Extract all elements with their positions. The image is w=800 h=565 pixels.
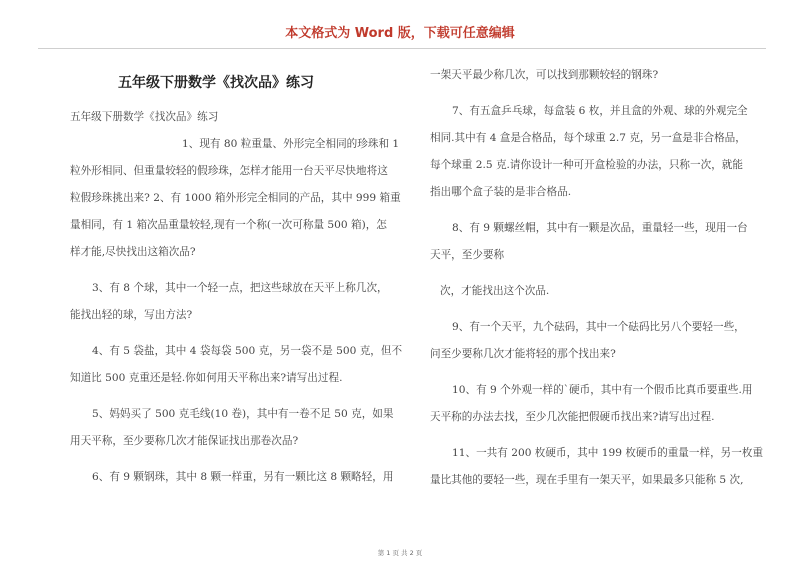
text-line: 指出哪个盒子装的是非合格品.	[430, 186, 572, 198]
text-line: 11、一共有 200 枚硬币，其中 199 枚硬币的重量一样，另一枚重	[452, 447, 764, 459]
text-line: 每个球重 2.5 克.请你设计一种可开盒检验的办法，只称一次，就能	[430, 159, 743, 171]
text-line: 1、现有 80 粒重量、外形完全相同的珍珠和 1	[182, 138, 400, 150]
text-line: 用天平称，至少要称几次才能保证找出那卷次品?	[70, 435, 299, 447]
document-banner: 本文格式为 Word 版，下载可任意编辑	[285, 26, 515, 41]
text-line: 天平，至少要称	[430, 249, 505, 261]
document-title: 五年级下册数学《找次品》练习	[118, 75, 314, 91]
text-line: 9、有一个天平，九个砝码，其中一个砝码比另八个要轻一些，	[452, 321, 745, 333]
text-line: 样才能,尽快找出这箱次品?	[70, 246, 196, 258]
text-line: 能找出轻的球，写出方法?	[70, 309, 193, 321]
text-line: 粒假珍珠挑出来? 2、有 1000 箱外形完全相同的产品，其中 999 箱重	[70, 192, 401, 204]
text-line: 3、有 8 个球，其中一个轻一点，把这些球放在天平上称几次，	[92, 282, 388, 294]
text-line: 一架天平最少称几次，可以找到那颗较轻的钢珠?	[430, 69, 659, 81]
text-line: 量相同，有 1 箱次品重量较轻,现有一个称(一次可称量 500 箱)，怎	[70, 219, 387, 231]
text-line: 问至少要称几次才能将轻的那个找出来?	[430, 348, 616, 360]
text-line: 8、有 9 颗螺丝帽，其中有一颗是次品，重量轻一些，现用一台	[452, 222, 748, 234]
text-line: 5、妈妈买了 500 克毛线(10 卷)，其中有一卷不足 50 克，如果	[92, 408, 394, 420]
text-line: 7、有五盒乒乓球，每盒装 6 枚，并且盒的外观、球的外观完全	[452, 105, 748, 117]
text-line: 次，才能找出这个次品.	[440, 285, 550, 297]
left-column	[70, 62, 403, 491]
text-line: 天平称的办法去找，至少几次能把假硬币找出来?请写出过程.	[430, 411, 715, 423]
right-column	[430, 62, 764, 494]
subtitle-line: 五年级下册数学《找次品》练习	[70, 111, 219, 123]
text-line: 10、有 9 个外观一样的`硬币，其中有一个假币比真币要重些.用	[452, 384, 753, 396]
text-line: 6、有 9 颗钢珠，其中 8 颗一样重，另有一颗比这 8 颗略轻，用	[92, 471, 394, 483]
text-line: 相同.其中有 4 盒是合格品，每个球重 2.7 克，另一盒是非合格品，	[430, 132, 746, 144]
text-line: 4、有 5 袋盐，其中 4 袋每袋 500 克，另一袋不是 500 克，但不	[92, 345, 403, 357]
text-line: 粒外形相同、但重量较轻的假珍珠，怎样才能用一台天平尽快地将这	[70, 165, 388, 177]
page-number-footer: 第 1 页 共 2 页	[377, 549, 423, 557]
text-line: 量比其他的要轻一些，现在手里有一架天平，如果最多只能称 5 次,	[430, 474, 744, 486]
text-line: 知道比 500 克重还是轻.你如何用天平称出来?请写出过程.	[70, 372, 343, 384]
